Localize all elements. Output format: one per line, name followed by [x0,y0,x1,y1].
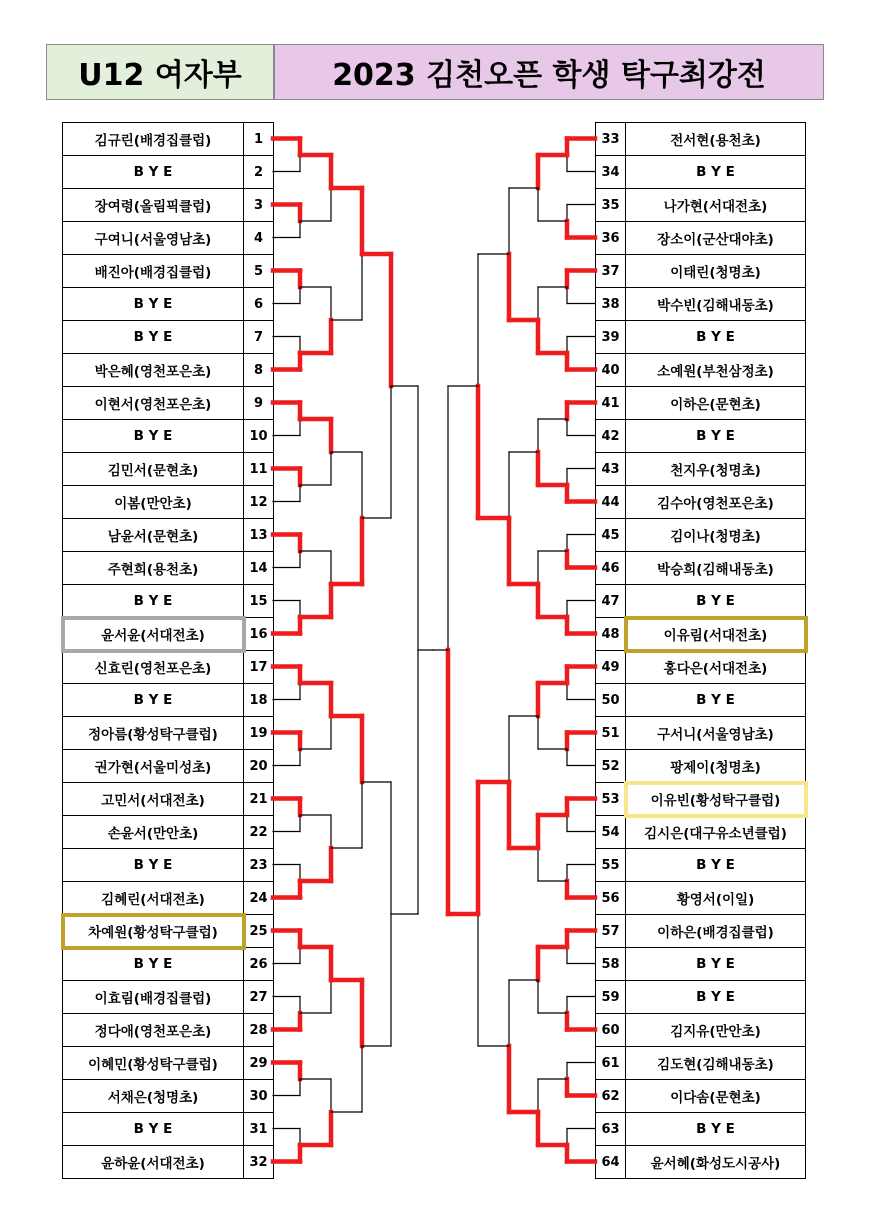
draw-number: 12 [244,486,274,519]
player-name: 김도현(김해내동초) [626,1047,806,1080]
division-label: U12 여자부 [46,44,274,100]
draw-row [63,1113,274,1146]
draw-number: 11 [244,453,274,486]
draw-row [63,717,274,750]
draw-row [63,387,274,420]
draw-number: 48 [596,618,626,651]
draw-number: 33 [596,123,626,156]
draw-number: 24 [244,882,274,915]
player-name: 장소이(군산대야초) [626,222,806,255]
draw-row [596,519,806,552]
draw-number: 36 [596,222,626,255]
player-name: 이다솜(문현초) [626,1080,806,1113]
player-name: 주현희(용천초) [63,552,244,585]
draw-row [596,783,806,816]
player-name: B Y E [63,948,244,981]
player-name: B Y E [626,420,806,453]
draw-number: 2 [244,156,274,189]
draw-row [63,519,274,552]
draw-row [596,585,806,618]
player-name: 서채은(청명초) [63,1080,244,1113]
draw-row [596,1113,806,1146]
draw-row [596,255,806,288]
player-name: B Y E [63,156,244,189]
draw-number: 53 [596,783,626,816]
player-name: 소예원(부천삼정초) [626,354,806,387]
draw-row [63,255,274,288]
draw-row [63,321,274,354]
player-name: 구여니(서울영남초) [63,222,244,255]
draw-number: 45 [596,519,626,552]
draw-row [596,981,806,1014]
draw-number: 62 [596,1080,626,1113]
draw-row [596,750,806,783]
draw-number: 14 [244,552,274,585]
draw-row [596,354,806,387]
draw-row [63,750,274,783]
player-name: 팡제이(청명초) [626,750,806,783]
draw-number: 13 [244,519,274,552]
draw-row [63,783,274,816]
draw-row [63,222,274,255]
draw-number: 32 [244,1146,274,1179]
draw-row [63,618,274,651]
player-name: 이태린(청명초) [626,255,806,288]
draw-row [63,684,274,717]
draw-number: 22 [244,816,274,849]
draw-number: 51 [596,717,626,750]
player-name: 권가현(서울미성초) [63,750,244,783]
draw-number: 43 [596,453,626,486]
player-name: 이봄(만안초) [63,486,244,519]
draw-row [63,849,274,882]
draw-row [596,1047,806,1080]
draw-row [63,189,274,222]
draw-number: 25 [244,915,274,948]
draw-number: 15 [244,585,274,618]
player-name: B Y E [63,288,244,321]
draw-row [596,123,806,156]
draw-number: 63 [596,1113,626,1146]
player-name: 이하은(문현초) [626,387,806,420]
player-name: B Y E [626,849,806,882]
draw-row [596,189,806,222]
draw-row [596,1014,806,1047]
draw-row [596,453,806,486]
player-name: 김시은(대구유소년클럽) [626,816,806,849]
player-name: 이유빈(황성탁구클럽) [626,783,806,816]
player-name: 이현서(영천포은초) [63,387,244,420]
draw-row [596,849,806,882]
draw-number: 29 [244,1047,274,1080]
draw-number: 8 [244,354,274,387]
player-name: 이효림(배경집클럽) [63,981,244,1014]
player-name: 신효린(영천포은초) [63,651,244,684]
draw-number: 16 [244,618,274,651]
draw-row [63,354,274,387]
player-name: 장여령(올림픽클럽) [63,189,244,222]
player-name: 김수아(영천포은초) [626,486,806,519]
draw-number: 50 [596,684,626,717]
draw-number: 23 [244,849,274,882]
player-name: 이하은(배경집클럽) [626,915,806,948]
draw-number: 54 [596,816,626,849]
player-name: B Y E [626,156,806,189]
player-name: 차예원(황성탁구클럽) [63,915,244,948]
draw-row [63,486,274,519]
player-name: B Y E [626,321,806,354]
draw-row [596,486,806,519]
player-name: B Y E [63,849,244,882]
player-name: 김혜린(서대전초) [63,882,244,915]
player-name: B Y E [63,321,244,354]
player-name: 김지유(만안초) [626,1014,806,1047]
draw-number: 20 [244,750,274,783]
draw-row [63,981,274,1014]
draw-row [596,1146,806,1179]
draw-number: 9 [244,387,274,420]
player-name: 남윤서(문현초) [63,519,244,552]
draw-row [63,453,274,486]
draw-row [596,420,806,453]
draw-number: 57 [596,915,626,948]
draw-row [596,717,806,750]
player-name: 전서현(용천초) [626,123,806,156]
draw-row [63,651,274,684]
left-draw-table [62,122,274,1179]
draw-number: 18 [244,684,274,717]
player-name: 박수빈(김해내동초) [626,288,806,321]
player-name: 손윤서(만안초) [63,816,244,849]
player-name: 홍다은(서대전초) [626,651,806,684]
draw-number: 10 [244,420,274,453]
draw-row [63,948,274,981]
draw-row [63,882,274,915]
player-name: 나가현(서대전초) [626,189,806,222]
draw-row [63,1080,274,1113]
draw-number: 55 [596,849,626,882]
draw-row [596,948,806,981]
draw-number: 61 [596,1047,626,1080]
player-name: 윤서혜(화성도시공사) [626,1146,806,1179]
draw-number: 44 [596,486,626,519]
player-name: B Y E [626,981,806,1014]
player-name: B Y E [626,1113,806,1146]
draw-row [596,882,806,915]
draw-row [596,684,806,717]
player-name: B Y E [626,585,806,618]
draw-number: 39 [596,321,626,354]
right-draw-table [595,122,806,1179]
draw-row [63,585,274,618]
player-name: 윤서윤(서대전초) [63,618,244,651]
draw-row [596,651,806,684]
draw-row [596,288,806,321]
draw-number: 64 [596,1146,626,1179]
draw-number: 38 [596,288,626,321]
draw-row [63,816,274,849]
player-name: 김규린(배경집클럽) [63,123,244,156]
player-name: 박승희(김해내동초) [626,552,806,585]
draw-number: 35 [596,189,626,222]
draw-number: 49 [596,651,626,684]
draw-row [63,1047,274,1080]
draw-row [596,387,806,420]
draw-number: 56 [596,882,626,915]
draw-number: 19 [244,717,274,750]
draw-row [596,321,806,354]
draw-number: 3 [244,189,274,222]
draw-number: 5 [244,255,274,288]
player-name: 정아름(황성탁구클럽) [63,717,244,750]
player-name: 박은혜(영천포은초) [63,354,244,387]
player-name: 황영서(이일) [626,882,806,915]
draw-number: 59 [596,981,626,1014]
player-name: B Y E [63,585,244,618]
draw-number: 30 [244,1080,274,1113]
draw-row [596,816,806,849]
draw-number: 6 [244,288,274,321]
draw-row [63,288,274,321]
draw-number: 42 [596,420,626,453]
draw-row [596,915,806,948]
player-name: 천지우(청명초) [626,453,806,486]
player-name: B Y E [63,1113,244,1146]
draw-row [596,156,806,189]
player-name: 이유림(서대전초) [626,618,806,651]
draw-number: 58 [596,948,626,981]
player-name: B Y E [626,948,806,981]
player-name: 배진아(배경집클럽) [63,255,244,288]
draw-number: 40 [596,354,626,387]
draw-row [63,1014,274,1047]
draw-row [63,1146,274,1179]
player-name: 구서니(서울영남초) [626,717,806,750]
draw-row [63,915,274,948]
player-name: 고민서(서대전초) [63,783,244,816]
draw-row [596,222,806,255]
draw-number: 27 [244,981,274,1014]
draw-number: 21 [244,783,274,816]
draw-number: 26 [244,948,274,981]
draw-number: 4 [244,222,274,255]
draw-number: 7 [244,321,274,354]
draw-row [596,618,806,651]
draw-row [596,552,806,585]
player-name: 이혜민(황성탁구클럽) [63,1047,244,1080]
draw-number: 47 [596,585,626,618]
player-name: 윤하윤(서대전초) [63,1146,244,1179]
player-name: 정다애(영천포은초) [63,1014,244,1047]
draw-number: 17 [244,651,274,684]
draw-number: 52 [596,750,626,783]
draw-number: 37 [596,255,626,288]
draw-row [63,552,274,585]
player-name: B Y E [63,420,244,453]
draw-row [63,123,274,156]
tournament-title: 2023 김천오픈 학생 탁구최강전 [274,44,824,100]
player-name: 김민서(문현초) [63,453,244,486]
draw-number: 46 [596,552,626,585]
draw-number: 34 [596,156,626,189]
draw-number: 60 [596,1014,626,1047]
draw-row [63,420,274,453]
draw-number: 41 [596,387,626,420]
player-name: B Y E [63,684,244,717]
player-name: 김이나(청명초) [626,519,806,552]
draw-row [596,1080,806,1113]
player-name: B Y E [626,684,806,717]
draw-number: 28 [244,1014,274,1047]
draw-number: 31 [244,1113,274,1146]
draw-number: 1 [244,123,274,156]
draw-row [63,156,274,189]
